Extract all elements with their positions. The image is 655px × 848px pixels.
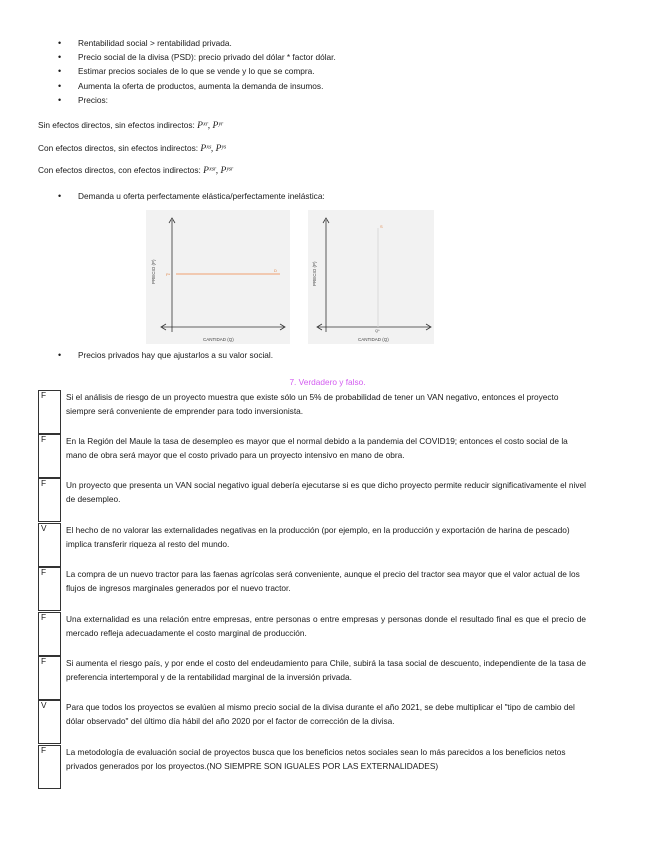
statement-text: Si aumenta el riesgo país, y por ende el costo del endeudamiento para Chile, subirá la tasa social de descuento, independiente de la tasa de preferencia intertemporal y de la rentabilidad marginal de la inversión privada. [66, 658, 586, 683]
answer-value: F [41, 656, 47, 666]
effects-formula: Pˣˢʳ, Pʸˢʳ [203, 166, 233, 176]
answer-value: F [41, 745, 47, 755]
curve-label: S [380, 224, 383, 229]
effects-formula: Pˣʳ, Pʸʳ [197, 121, 223, 131]
curve-label: D [274, 268, 277, 273]
list-item: • Aumenta la oferta de productos, aumenta la demanda de insumos. [0, 79, 655, 93]
x-axis-label: CANTIDAD (Q) [358, 337, 389, 342]
statement-text: La metodología de evaluación social de proyectos busca que los beneficios netos sociales sean lo más parecidos a los beneficios netos privados generados por los proyectos.(NO SIEMPRE SON IGUALES POR LAS EXTERNALIDADES) [66, 747, 566, 772]
list-item: • Estimar precios sociales de lo que se vende y lo que se compra. [0, 64, 655, 78]
section-title: 7. Verdadero y falso. [289, 377, 366, 387]
quantity-label: Q* [375, 328, 380, 333]
effects-label: Con efectos directos, sin efectos indirectos: [38, 143, 201, 153]
list-item-demanda: • Demanda u oferta perfectamente elástica/perfectamente inelástica: [0, 189, 655, 203]
effects-line-2 [38, 142, 226, 155]
statement-text: Si el análisis de riesgo de un proyecto muestra que existe sólo un 5% de probabilidad de tener un VAN negativo, entonces el proyecto siempre será conveniente de emprender para todo inversionista. [66, 392, 559, 417]
answer-value: V [41, 700, 47, 710]
chart-inelastic [308, 210, 434, 344]
list-item-precios: • Precios privados hay que ajustarlos a su valor social. [0, 348, 655, 362]
effects-label: Con efectos directos, con efectos indirectos: [38, 165, 204, 175]
effects-line-3 [38, 164, 233, 177]
list-item: • Rentabilidad social > rentabilidad privada. [0, 36, 655, 50]
statement-text: Para que todos los proyectos se evalúen al mismo precio social de la divisa durante el año 2021, se debe multiplicar el "tipo de cambio del dólar observado" del último día hábil del año 2020 por el factor de corrección de la divisa. [66, 702, 575, 727]
effects-formula: Pˣˢ, Pʸˢ [200, 144, 226, 154]
price-label: P* [166, 272, 171, 277]
statement-text: La compra de un nuevo tractor para las faenas agrícolas será conveniente, aunque el precio del tractor sea mayor que el valor actual de los flujos de ingresos marginales generados por el nuevo tractor. [66, 569, 580, 594]
answer-value: F [41, 567, 47, 577]
statement-text: Una externalidad es una relación entre empresas, entre personas o entre empresas y personas donde el resultado final es que el precio de mercado refleja adecuadamente el costo marginal de producción. [66, 614, 586, 639]
answer-value: F [41, 390, 47, 400]
x-axis-label: CANTIDAD (Q) [203, 337, 234, 342]
effects-label: Sin efectos directos, sin efectos indirectos: [38, 120, 198, 130]
answer-value: V [41, 523, 47, 533]
list-item: • Precios: [0, 93, 655, 107]
y-axis-label: PRECIO (P) [151, 259, 156, 284]
list-item: • Precio social de la divisa (PSD): precio privado del dólar * factor dólar. [0, 50, 655, 64]
answer-value: F [41, 478, 47, 488]
statement-text: En la Región del Maule la tasa de desempleo es mayor que el normal debido a la pandemia del COVID19; entonces el costo social de la mano de obra será mayor que el costo privado para un proyecto intensivo en mano de obra. [66, 436, 568, 461]
effects-line-1 [38, 119, 223, 132]
answer-value: F [41, 612, 47, 622]
statement-text: Un proyecto que presenta un VAN social negativo igual debería ejecutarse si es que dicho proyecto permite reducir significativamente el nivel de desempleo. [66, 480, 586, 505]
statement-text: El hecho de no valorar las externalidades negativas en la producción (por ejemplo, en la producción y exportación de harina de pescado) implica transferir riqueza al resto del mundo. [66, 525, 570, 550]
chart-elastic [146, 210, 290, 344]
y-axis-label: PRECIO (P) [312, 261, 317, 286]
bullet-list-top [0, 36, 655, 107]
answer-value: F [41, 434, 47, 444]
